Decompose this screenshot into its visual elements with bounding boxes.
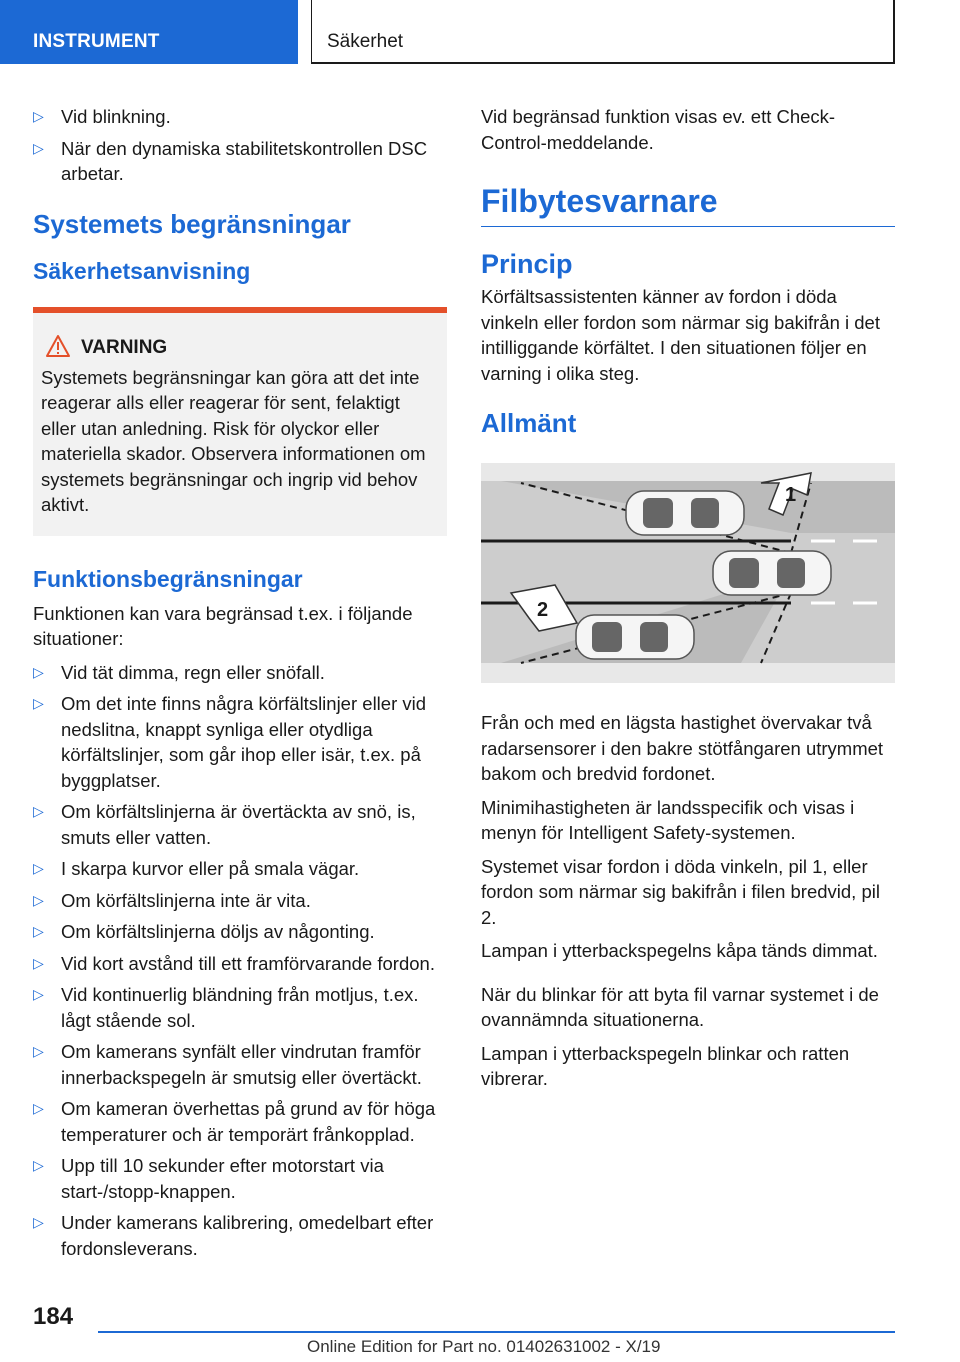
svg-text:1: 1 <box>785 484 797 506</box>
right-column <box>481 104 895 1100</box>
triangle-bullet-icon: ▷ <box>33 923 44 939</box>
list-item: ▷ Upp till 10 sekunder efter motorstart via start-/stopp-knappen. <box>33 1155 384 1202</box>
warning-box <box>33 307 447 536</box>
section-label: INSTRUMENT <box>33 31 160 52</box>
bullet-list-limits <box>33 660 447 1262</box>
list-item: ▷ När den dynamiska stabilitetskontrollen DSC arbetar. <box>33 137 428 184</box>
funktion-intro: Funktionen kan vara begränsad t.ex. i följande situationer: <box>33 602 413 649</box>
triangle-bullet-icon: ▷ <box>33 108 44 124</box>
list-item: ▷ I skarpa kurvor eller på smala vägar. <box>33 856 447 882</box>
paragraph: Lampan i ytterbackspegeln blinkar och ratten vibrerar. <box>481 1042 850 1089</box>
list-item: ▷ Om körfältslinjerna är övertäckta av snö, is, smuts eller vatten. <box>33 801 416 848</box>
list-item: ▷ Om körfältslinjerna döljs av någonting. <box>33 919 447 945</box>
heading-systemets: Systemets begränsningar <box>33 208 351 239</box>
warning-text: Systemets begränsningar kan göra att det inte reagerar alls eller reagerar för sent, felaktigt eller utan anledning. Risk för olyckor eller materiella skador. Observera informationen om systemets begränsningar och ingrip vid behov aktivt. <box>41 366 426 515</box>
triangle-bullet-icon: ▷ <box>33 1157 44 1173</box>
list-item: ▷ Vid kort avstånd till ett framförvarande fordon. <box>33 951 447 977</box>
heading-filbytesvarnare: Filbytesvarnare <box>481 183 895 227</box>
heading-sakerhet: Säkerhetsanvisning <box>33 257 251 284</box>
list-item: ▷ Vid kontinuerlig bländning från motljus, t.ex. lågt stående sol. <box>33 984 419 1031</box>
bullet-list-top <box>33 104 447 187</box>
car-own-icon <box>713 551 831 595</box>
list-item: ▷ Om körfältslinjerna inte är vita. <box>33 888 447 914</box>
triangle-bullet-icon: ▷ <box>33 1043 44 1059</box>
car-bottom-icon <box>576 615 694 659</box>
footer-divider <box>98 1331 895 1333</box>
list-item: ▷ Under kamerans kalibrering, omedelbart efter fordonsleverans. <box>33 1212 434 1259</box>
triangle-bullet-icon: ▷ <box>33 860 44 876</box>
chapter-label: Säkerhet <box>327 31 404 52</box>
lane-change-figure <box>481 463 895 683</box>
heading-funktion: Funktionsbegränsningar <box>33 565 303 592</box>
paragraph: Från och med en lägsta hastighet övervakar två radarsensorer i den bakre stötfångaren utrymmet bakom och bredvid fordonet. <box>481 712 884 784</box>
triangle-bullet-icon: ▷ <box>33 139 44 156</box>
list-item: ▷ Om det inte finns några körfältslinjer eller vid nedslitna, knappt synliga eller otydliga körfältslinjer, som går ihop eller isär, t.ex. på byggplatser. <box>33 693 427 791</box>
list-item: ▷ Om kameran överhettas på grund av för höga temperaturer och är temporärt frånkopplad. <box>33 1098 436 1145</box>
chapter-header <box>311 0 895 64</box>
paragraph: Systemet visar fordon i döda vinkeln, pil 1, eller fordon som närmar sig bakifrån i filen bredvid, pil 2. <box>481 855 880 928</box>
heading-princip: Princip <box>481 249 573 279</box>
triangle-bullet-icon: ▷ <box>33 986 44 1002</box>
triangle-bullet-icon: ▷ <box>33 663 44 680</box>
heading-allmant: Allmänt <box>481 408 577 438</box>
page-number: 184 <box>33 1303 74 1330</box>
triangle-bullet-icon: ▷ <box>33 803 44 819</box>
triangle-bullet-icon: ▷ <box>33 891 44 908</box>
warning-triangle-icon <box>45 334 71 358</box>
triangle-bullet-icon: ▷ <box>33 1214 44 1230</box>
intro-text: Vid begränsad funktion visas ev. ett Check-Control-meddelande. <box>481 106 836 153</box>
paragraph: Minimihastigheten är landsspecifik och visas i menyn för Intelligent Safety-systemen. <box>481 796 855 843</box>
car-top-icon <box>626 491 744 535</box>
princip-text: Körfältsassistenten känner av fordon i döda vinkeln eller fordon som närmar sig bakifrån i det intilliggande körfältet. I den situationen följer en varning i olika steg. <box>481 286 880 384</box>
paragraph: Lampan i ytterbackspegelns kåpa tänds dimmat. <box>481 940 878 961</box>
paragraph: När du blinkar för att byta fil varnar systemet i de ovannämnda situationerna. <box>481 983 879 1030</box>
triangle-bullet-icon: ▷ <box>33 954 44 971</box>
triangle-bullet-icon: ▷ <box>33 1100 44 1116</box>
warning-title: VARNING <box>41 337 439 359</box>
list-item: ▷ Om kamerans synfält eller vindrutan framför innerbackspegeln är smutsig eller övertäckt. <box>33 1041 422 1088</box>
list-item: ▷ Vid blinkning. <box>33 104 447 130</box>
triangle-bullet-icon: ▷ <box>33 695 44 711</box>
footer-edition: Online Edition for Part no. 01402631002 - X/19 <box>307 1337 661 1356</box>
svg-text:2: 2 <box>537 599 549 621</box>
section-tab[interactable] <box>0 0 298 64</box>
left-column <box>33 104 447 1267</box>
list-item: ▷ Vid tät dimma, regn eller snöfall. <box>33 660 447 686</box>
